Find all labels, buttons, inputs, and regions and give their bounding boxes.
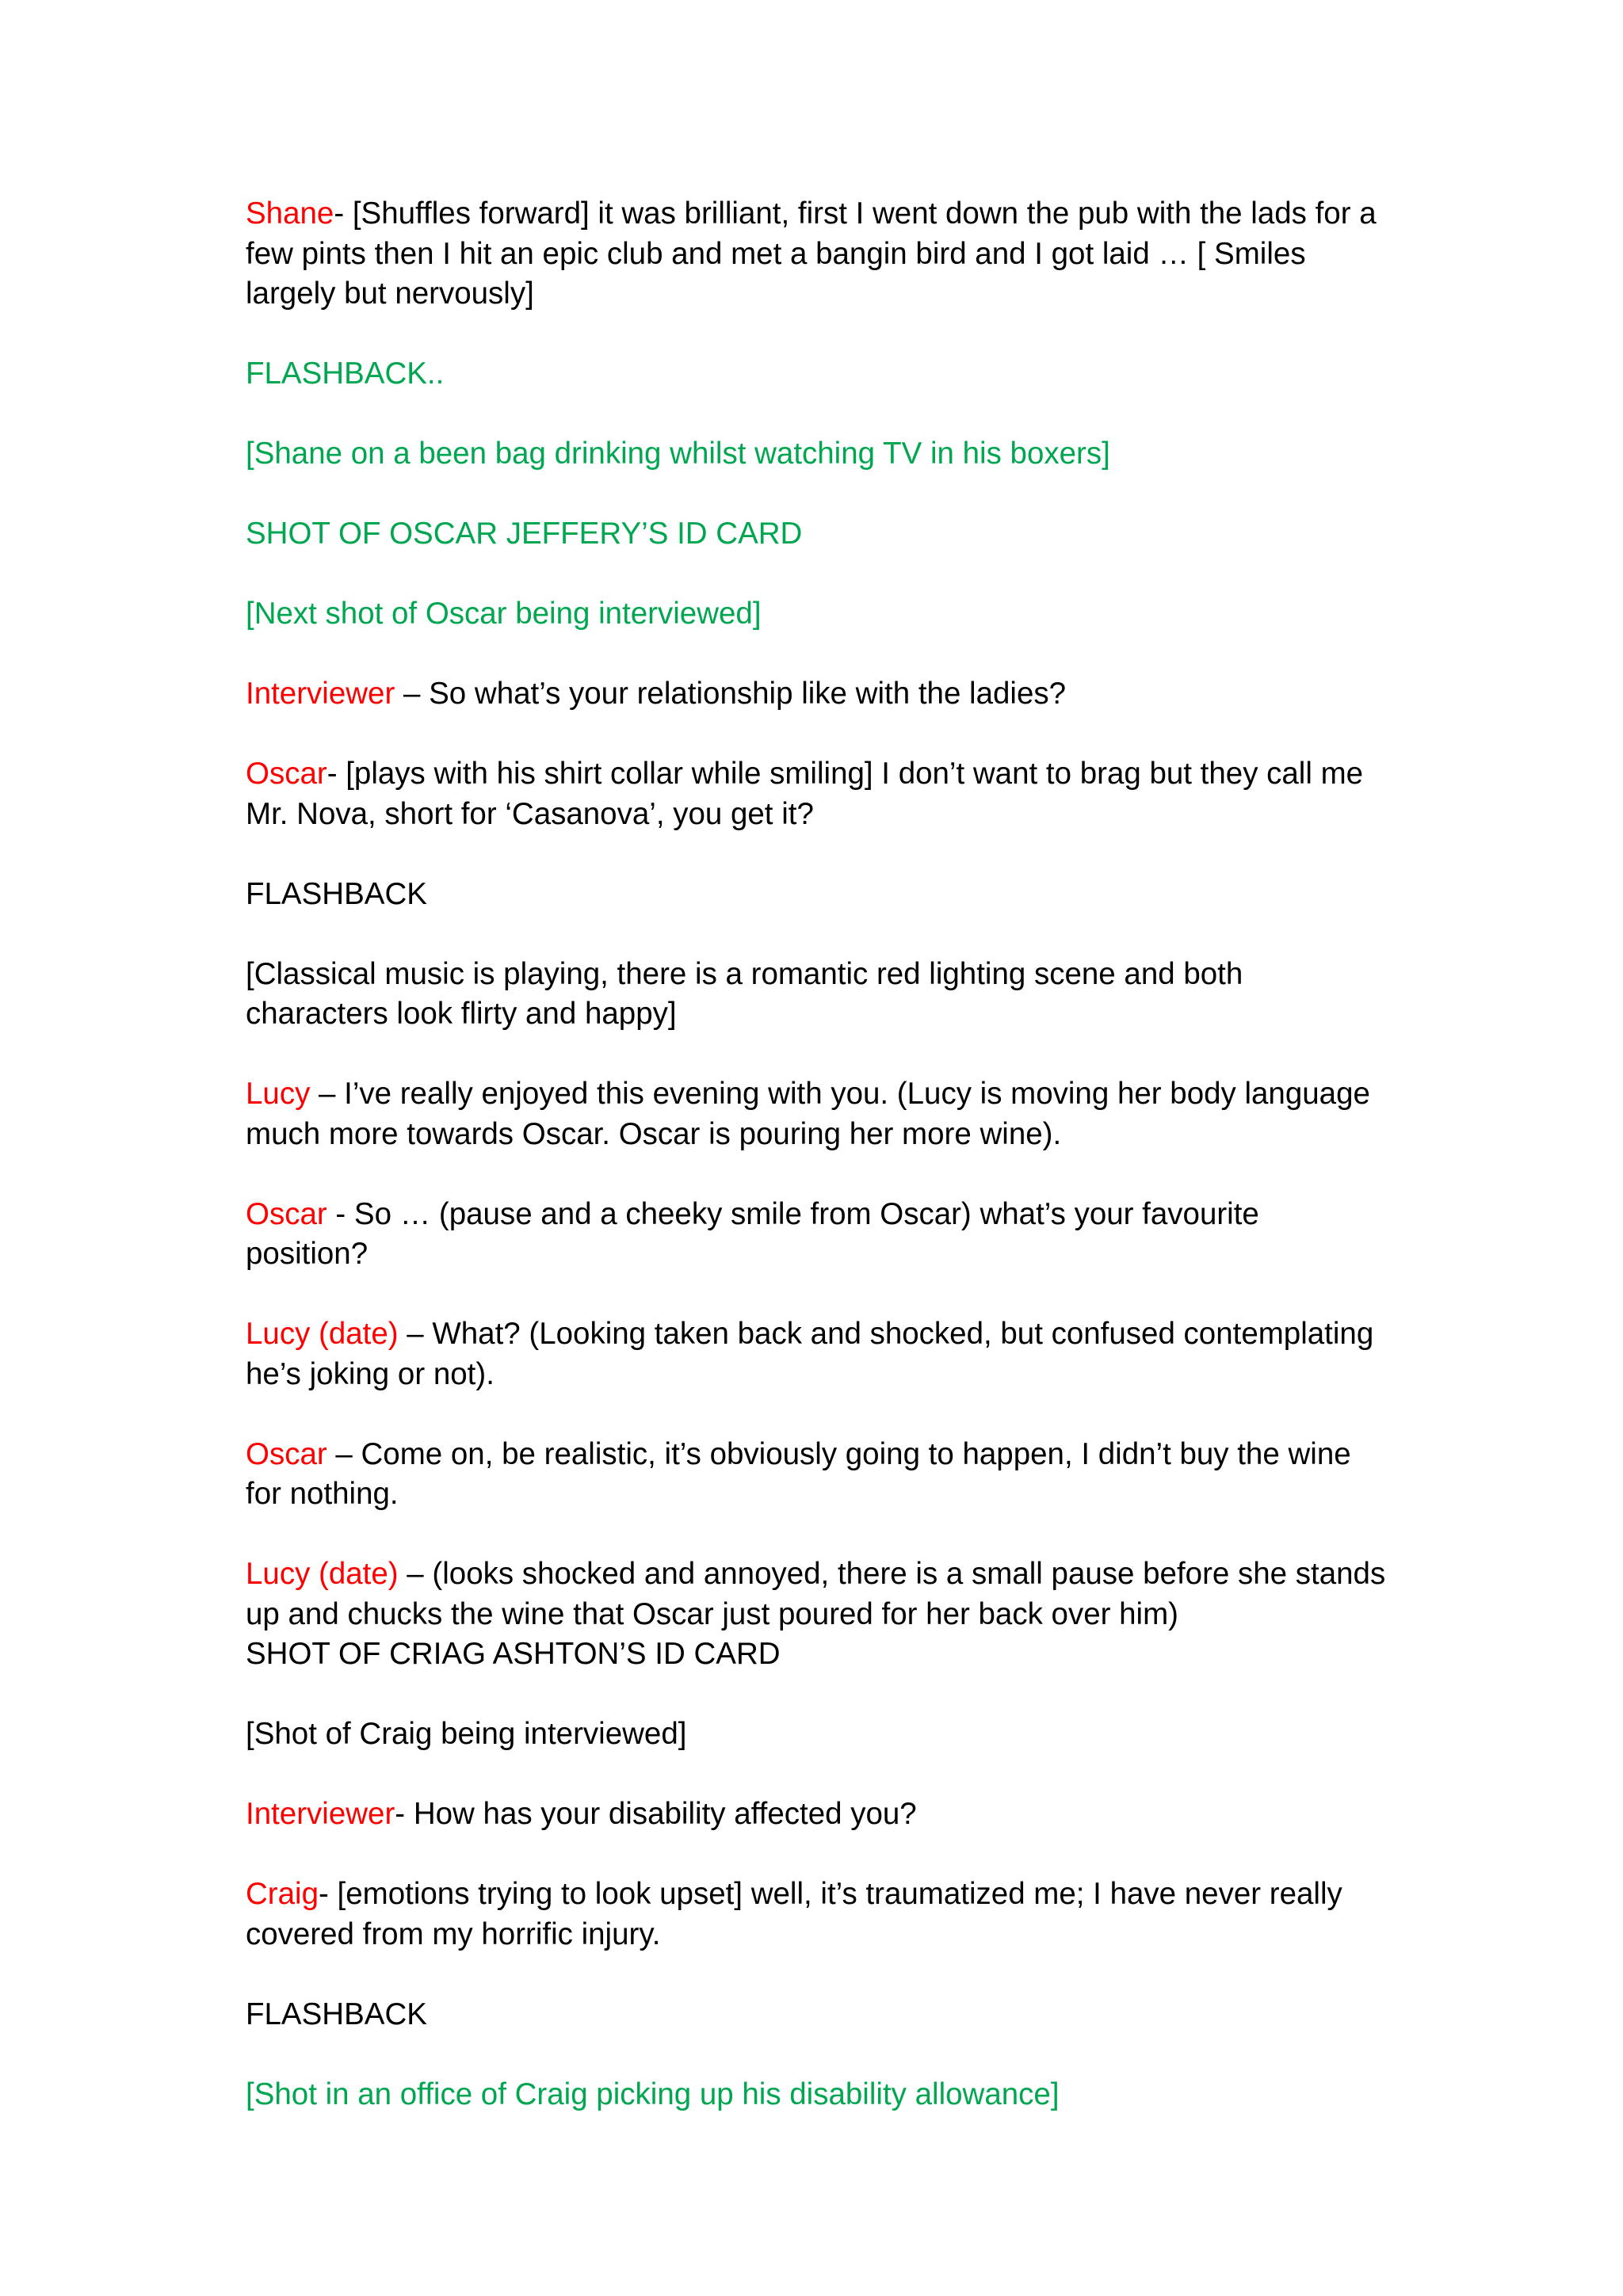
- scene-description: [Shot of Craig being interviewed]: [246, 1717, 687, 1751]
- dialogue-oscar: [246, 1435, 1387, 1515]
- stage-direction: [Shane on a been bag drinking whilst watching TV in his boxers]: [246, 437, 1110, 471]
- dialogue-shane: [246, 194, 1387, 315]
- scene-heading: SHOT OF CRIAG ASHTON’S ID CARD: [246, 1637, 781, 1671]
- speaker-name: Shane: [246, 196, 334, 231]
- scene-heading: FLASHBACK: [246, 876, 427, 911]
- dialogue-lucy: [246, 1314, 1387, 1394]
- dialogue-text: - [Shuffles forward] it was brilliant, first I went down the pub with the lads for a few pints then I hit an epic club and met a bangin bird and I got laid … [ Smiles largely but nervously]: [246, 196, 1377, 311]
- script-page: [246, 194, 1387, 2155]
- dialogue-text: – So what’s your relationship like with the ladies?: [395, 677, 1067, 711]
- speaker-name: Lucy: [246, 1077, 311, 1111]
- speaker-name: Interviewer: [246, 677, 395, 711]
- dialogue-lucy: [246, 1074, 1387, 1154]
- scene-description: [Classical music is playing, there is a romantic red lighting scene and both characters look flirty and happy]: [246, 956, 1243, 1031]
- dialogue-text: – (looks shocked and annoyed, there is a small pause before she stands up and chucks the wine that Oscar just poured for her back over him): [246, 1557, 1386, 1631]
- speaker-name: Lucy (date): [246, 1317, 399, 1351]
- dialogue-text: - How has your disability affected you?: [395, 1797, 917, 1831]
- speaker-name: Oscar: [246, 757, 327, 791]
- dialogue-text: - So … (pause and a cheeky smile from Oscar) what’s your favourite position?: [246, 1196, 1259, 1271]
- speaker-name: Oscar: [246, 1196, 327, 1231]
- dialogue-oscar: [246, 754, 1387, 834]
- stage-direction: FLASHBACK..: [246, 357, 445, 391]
- speaker-name: Oscar: [246, 1436, 327, 1471]
- dialogue-text: – Come on, be realistic, it’s obviously going to happen, I didn’t buy the wine for nothing.: [246, 1436, 1351, 1511]
- dialogue-text: - [emotions trying to look upset] well, it’s traumatized me; I have never really covered from my horrific injury.: [246, 1877, 1342, 1951]
- speaker-name: Interviewer: [246, 1797, 395, 1831]
- dialogue-lucy: [246, 1554, 1387, 1634]
- dialogue-text: – I’ve really enjoyed this evening with you. (Lucy is moving her body language much more towards Oscar. Oscar is pouring her more wine).: [246, 1077, 1370, 1151]
- dialogue-craig: [246, 1875, 1387, 1955]
- stage-direction: [Shot in an office of Craig picking up his disability allowance]: [246, 2077, 1060, 2111]
- dialogue-interviewer: [246, 674, 1387, 715]
- dialogue-text: - [plays with his shirt collar while smiling] I don’t want to brag but they call me Mr. Nova, short for ‘Casanova’, you get it?: [246, 757, 1364, 831]
- stage-direction: [Next shot of Oscar being interviewed]: [246, 597, 762, 631]
- dialogue-oscar: [246, 1195, 1387, 1275]
- scene-heading: FLASHBACK: [246, 1997, 427, 2031]
- dialogue-text: – What? (Looking taken back and shocked, but confused contemplating he’s joking or not).: [246, 1317, 1374, 1391]
- speaker-name: Lucy (date): [246, 1557, 399, 1591]
- speaker-name: Craig: [246, 1877, 319, 1911]
- stage-direction: SHOT OF OSCAR JEFFERY’S ID CARD: [246, 517, 803, 551]
- dialogue-interviewer: [246, 1794, 1387, 1835]
